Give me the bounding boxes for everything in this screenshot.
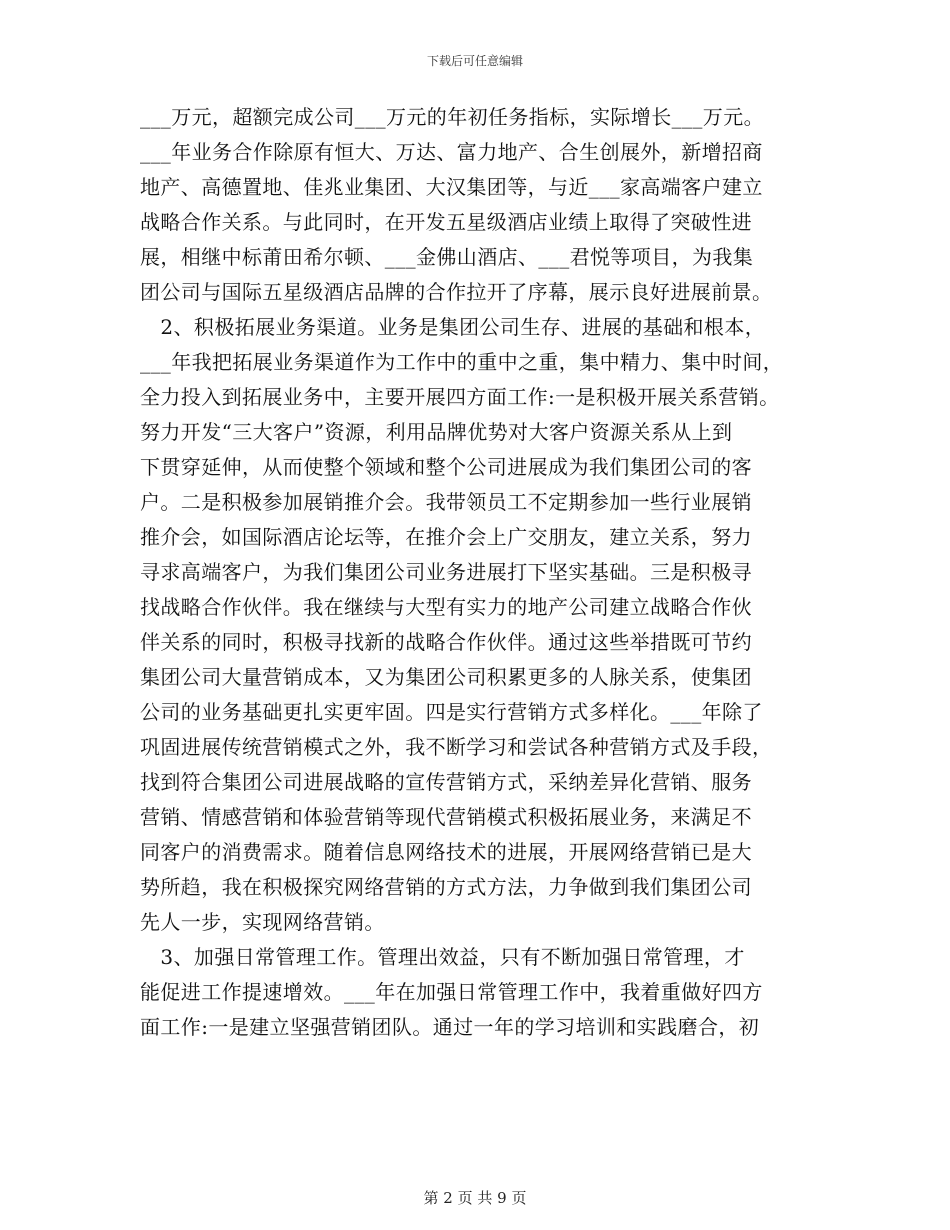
text-line: 公司的业务基础更扎实更牢固。四是实行营销方式多样化。___年除了 [140,700,763,724]
text-line: 集团公司大量营销成本，又为集团公司积累更多的人脉关系，使集团 [140,665,752,689]
text-line: ___年业务合作除原有恒大、万达、富力地产、合生创展外，新增招商 [140,140,763,164]
text-line: 战略合作关系。与此同时，在开发五星级酒店业绩上取得了突破性进 [140,210,752,234]
text-line: 地产、高德置地、佳兆业集团、大汉集团等，与近___家高端客户建立 [140,175,763,199]
text-line: 3、加强日常管理工作。管理出效益，只有不断加强日常管理，才 [140,945,745,969]
text-line: 能促进工作提速增效。___年在加强日常管理工作中，我着重做好四方 [140,980,763,1004]
page-header: 下载后可任意编辑 [426,54,523,68]
text-line: 下贯穿延伸，从而使整个领域和整个公司进展成为我们集团公司的客 [140,455,752,479]
text-line: 面工作:一是建立坚强营销团队。通过一年的学习培训和实践磨合，初 [140,1015,760,1039]
text-line: 全力投入到拓展业务中，主要开展四方面工作:一是积极开展关系营销。 [140,385,780,409]
text-line: ___年我把拓展业务渠道作为工作中的重中之重，集中精力、集中时间， [140,350,784,374]
text-line: 寻求高端客户，为我们集团公司业务进展打下坚实基础。三是积极寻 [140,560,752,584]
text-line: 户。二是积极参加展销推介会。我带领员工不定期参加一些行业展销 [140,490,752,514]
body-text [140,100,820,1045]
text-line: 同客户的消费需求。随着信息网络技术的进展，开展网络营销已是大 [140,840,752,864]
text-line: 团公司与国际五星级酒店品牌的合作拉开了序幕，展示良好进展前景。 [140,280,773,304]
text-line: 找到符合集团公司进展战略的宣传营销方式，采纳差异化营销、服务 [140,770,752,794]
text-line: 推介会，如国际酒店论坛等，在推介会上广交朋友，建立关系，努力 [140,525,752,549]
text-line: ___万元，超额完成公司___万元的年初任务指标，实际增长___万元。 [140,105,764,129]
text-line: 巩固进展传统营销模式之外，我不断学习和尝试各种营销方式及手段， [140,735,773,759]
text-line: 2、积极拓展业务渠道。业务是集团公司生存、进展的基础和根本， [140,315,766,339]
text-line: 先人一步，实现网络营销。 [140,910,385,934]
text-line: 展，相继中标莆田希尔顿、___金佛山酒店、___君悦等项目，为我集 [140,245,754,269]
text-line: 伴关系的同时，积极寻找新的战略合作伙伴。通过这些举措既可节约 [140,630,752,654]
page-footer: 第 2 页 共 9 页 [423,1189,527,1207]
text-line: 营销、情感营销和体验营销等现代营销模式积极拓展业务，来满足不 [140,805,752,829]
text-line: 找战略合作伙伴。我在继续与大型有实力的地产公司建立战略合作伙 [140,595,752,619]
text-line: 势所趋，我在积极探究网络营销的方式方法，力争做到我们集团公司 [140,875,752,899]
text-line: 努力开发“三大客户”资源，利用品牌优势对大客户资源关系从上到 [140,420,733,444]
